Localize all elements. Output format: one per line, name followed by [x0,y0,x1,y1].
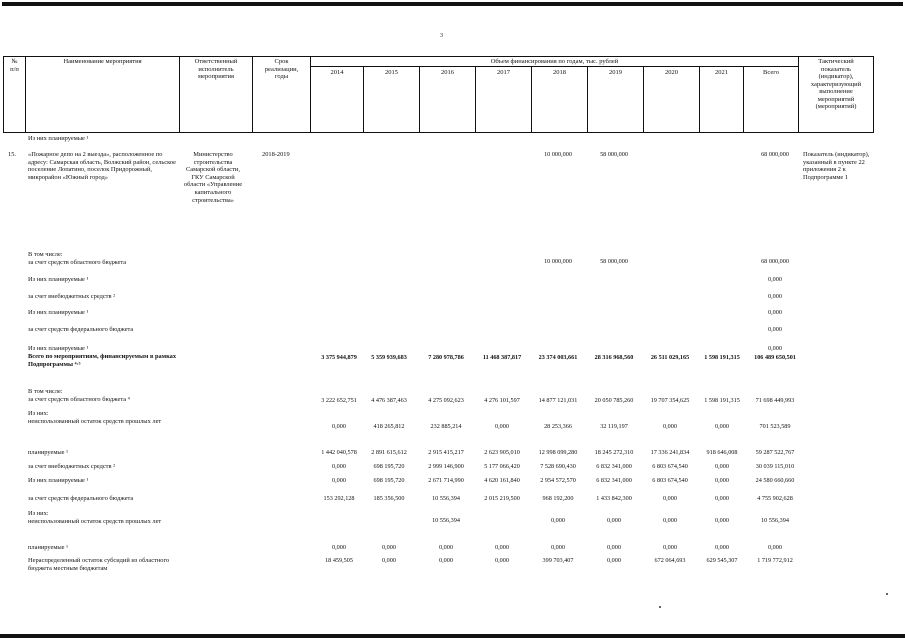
table-cell: 3 375 944,879 [321,354,357,361]
header-year: 2018 [553,69,566,76]
table-cell: 68 000,000 [761,151,789,158]
table-cell: 19 707 354,625 [650,397,690,404]
table-cell: 0,000 [715,477,729,484]
table-cell: 1 433 842,300 [596,495,632,502]
table-cell: 2 891 615,612 [371,449,407,456]
table-cell: 418 265,812 [373,423,405,430]
table-cell: 1 719 772,912 [757,557,793,564]
table-cell: 28 253,366 [544,423,572,430]
table-cell: 7 528 690,430 [540,463,576,470]
header-divider [873,56,874,133]
table-cell: 24 580 660,660 [755,477,795,484]
table-cell: 58 000,000 [600,258,628,265]
table-cell: 4 620 161,840 [484,477,520,484]
table-cell: 20 050 785,260 [594,397,634,404]
table-cell: 18 245 272,310 [594,449,634,456]
row-label: Из них планируемые ¹ [28,309,89,316]
table-cell: 4 755 902,628 [757,495,793,502]
header-top-rule [3,56,874,57]
table-cell: 6 803 674,540 [652,463,688,470]
table-cell: 0,000 [607,557,621,564]
row-label: за счет средств федерального бюджета [28,326,134,333]
table-cell: 0,000 [663,544,677,551]
speck [659,606,661,608]
header-col-name: Наименование мероприятия [63,58,142,65]
table-cell: 0,000 [332,423,346,430]
header-divider [25,56,26,133]
table-cell: 2 915 415,217 [428,449,464,456]
table-cell: 2 999 146,900 [428,463,464,470]
table-cell: 0,000 [607,517,621,524]
table-cell: 10 556,394 [432,495,460,502]
table-cell: 12 998 099,280 [538,449,578,456]
table-cell: 629 545,307 [706,557,738,564]
table-cell: 0,000 [768,276,782,283]
table-cell: 71 698 449,993 [755,397,795,404]
table-cell: 58 000,000 [600,151,628,158]
table-cell: 701 523,589 [759,423,791,430]
row-label: Из них планируемые ¹ [28,276,89,283]
table-cell: 698 195,720 [373,463,405,470]
row-label: Из них: неиспользованный остаток средств прошлых лет [28,510,162,525]
table-cell: 0,000 [663,423,677,430]
table-cell: 7 280 978,786 [428,354,464,361]
table-cell: 18 459,505 [325,557,353,564]
table-cell: 0,000 [495,557,509,564]
table-cell: 59 287 522,767 [755,449,795,456]
table-cell: 32 119,197 [600,423,628,430]
table-cell: 672 064,693 [654,557,686,564]
table-cell: 153 292,128 [323,495,355,502]
indicator-text: Показатель (индикатор), указанный в пункте 22 приложения 2 к Подпрограмме 1 [803,151,870,181]
row-label: В том числе: за счет средств областного бюджета ⁴ [28,388,130,403]
row-number: 15. [8,151,16,158]
table-cell: 23 374 003,661 [538,354,578,361]
table-cell: 0,000 [715,495,729,502]
table-cell: 11 468 387,817 [482,354,522,361]
table-cell: 10 556,394 [761,517,789,524]
row-label: планируемые ¹ [28,449,69,456]
table-cell: 0,000 [715,463,729,470]
table-cell: 0,000 [663,495,677,502]
header-year: 2015 [385,69,398,76]
table-cell: 0,000 [768,293,782,300]
table-cell: 2 954 572,570 [540,477,576,484]
row-label: Из них: неиспользованный остаток средств прошлых лет [28,410,162,425]
responsible-executor: Министерство строительства Самарской области, ГКУ Самарской области «Управление капитального строительства» [183,151,243,204]
table-cell: 232 885,214 [430,423,462,430]
table-cell: 968 192,200 [542,495,574,502]
table-cell: 0,000 [439,544,453,551]
row-label: Из них планируемые ¹ [28,345,89,352]
table-cell: 28 316 968,560 [594,354,634,361]
table-cell: 30 039 115,010 [755,463,795,470]
event-name: «Пожарное депо на 2 выезда», расположенное по адресу: Самарская область, Волжский район, сельское поселение Лопатино, поселок Придорожный, микрорайон «Южный город» [28,151,177,181]
table-cell: 399 703,407 [542,557,574,564]
row-label: Из них планируемые ¹ [28,135,89,142]
table-cell: 0,000 [768,309,782,316]
table-cell: 0,000 [768,544,782,551]
row-label: Нераспределенный остаток субсидий из областного бюджета местным бюджетам [28,557,170,572]
implementation-term: 2018-2019 [262,151,290,158]
row-label: планируемые ¹ [28,544,69,551]
table-header [3,56,874,133]
table-cell: 1 598 191,315 [704,354,740,361]
table-cell: 0,000 [715,517,729,524]
header-year: 2014 [330,69,344,76]
header-col-indicator: Тактический показатель (индикатор), характеризующий выполнение мероприятий (мероприятий) [810,58,862,110]
bottom-border-bar [0,634,905,638]
table-cell: 0,000 [663,517,677,524]
table-cell: 0,000 [439,557,453,564]
table-cell: 185 356,500 [373,495,405,502]
header-year: 2020 [665,69,678,76]
table-cell: 6 832 341,000 [596,463,632,470]
table-cell: 2 671 714,990 [428,477,464,484]
speck [886,593,888,595]
header-col-term: Срок реализации, годы [264,58,299,80]
header-year: 2016 [441,69,454,76]
table-cell: 4 276 101,597 [484,397,520,404]
table-cell: 10 000,000 [544,151,572,158]
table-cell: 5 177 066,420 [484,463,520,470]
table-cell: 0,000 [768,345,782,352]
table-cell: 0,000 [607,544,621,551]
table-cell: 68 000,000 [761,258,789,265]
table-cell: 4 275 092,623 [428,397,464,404]
table-cell: 2 015 219,500 [484,495,520,502]
table-cell: 0,000 [382,544,396,551]
table-cell: 1 442 040,578 [321,449,357,456]
table-cell: 1 598 191,315 [704,397,740,404]
header-col-num: № п/п [10,58,19,73]
row-label: за счет средств федерального бюджета [28,495,134,502]
header-col-resp: Ответственный исполнитель мероприятия [194,58,238,80]
header-year: 2019 [609,69,622,76]
row-label-total: Всего по мероприятиям, финансируемым в рамках Подпрограммы ⁴·⁵ [28,353,177,368]
page-number: 3 [440,33,443,39]
table-cell: 17 336 241,834 [650,449,690,456]
header-year: 2021 [715,69,728,76]
table-cell: 0,000 [715,423,729,430]
table-cell: 10 000,000 [544,258,572,265]
table-cell: 0,000 [768,326,782,333]
header-col-finance: Объем финансирования по годам, тыс. рублей [490,58,619,65]
table-cell: 6 803 674,540 [652,477,688,484]
table-cell: 10 556,394 [432,517,460,524]
table-cell: 106 489 650,501 [754,354,796,361]
table-cell: 4 476 387,463 [371,397,407,404]
table-cell: 14 877 121,031 [538,397,578,404]
table-cell: 6 832 341,000 [596,477,632,484]
header-divider [310,56,311,133]
row-label: за счет внебюджетных средств ² [28,293,115,300]
table-cell: 0,000 [382,557,396,564]
table-cell: 918 646,008 [706,449,738,456]
header-total: Всего [763,69,779,76]
top-border-bar [2,2,903,6]
header-year: 2017 [497,69,510,76]
table-cell: 0,000 [332,463,346,470]
header-year-rule [310,66,798,67]
table-cell: 5 359 939,683 [371,354,407,361]
table-cell: 0,000 [332,477,346,484]
table-cell: 0,000 [332,544,346,551]
table-cell: 0,000 [551,544,565,551]
table-cell: 0,000 [495,544,509,551]
row-label: за счет внебюджетных средств ² [28,463,115,470]
table-cell: 698 195,720 [373,477,405,484]
row-label: В том числе: за счет средств областного бюджета [28,251,127,266]
table-cell: 3 222 652,751 [321,397,357,404]
table-cell: 26 511 029,165 [650,354,690,361]
table-cell: 2 623 905,010 [484,449,520,456]
table-cell: 0,000 [551,517,565,524]
table-cell: 0,000 [715,544,729,551]
table-cell: 0,000 [495,423,509,430]
row-label: Из них планируемые ¹ [28,477,89,484]
